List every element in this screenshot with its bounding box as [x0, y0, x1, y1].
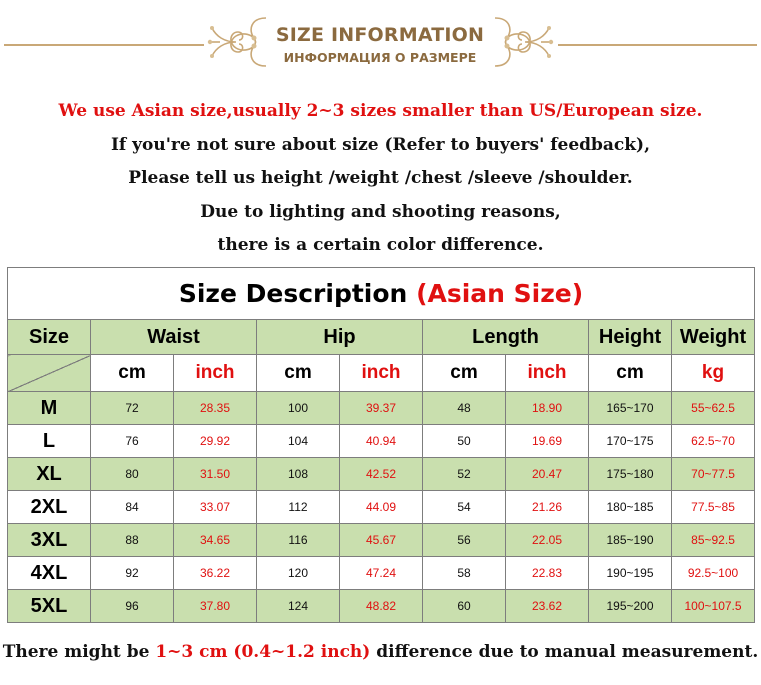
length-cm-cell: 56 — [423, 524, 506, 557]
waist-inch-cell: 36.22 — [174, 557, 257, 590]
length-cm-cell: 50 — [423, 425, 506, 458]
length-cm-cell: 54 — [423, 491, 506, 524]
unit-waist-cm: cm — [91, 355, 174, 392]
size-notes — [0, 96, 761, 264]
waist-inch-cell: 29.92 — [174, 425, 257, 458]
table-row — [8, 491, 755, 524]
note-asian-size: We use Asian size,usually 2~3 sizes smaller than US/European size. — [58, 101, 703, 121]
hip-cm-cell: 112 — [257, 491, 340, 524]
hip-cm-cell: 100 — [257, 392, 340, 425]
waist-cm-cell: 96 — [91, 590, 174, 623]
waist-inch-cell: 37.80 — [174, 590, 257, 623]
filigree-ornament-icon — [491, 8, 555, 76]
waist-cm-cell: 76 — [91, 425, 174, 458]
table-title — [8, 268, 755, 320]
hip-inch-cell: 42.52 — [340, 458, 423, 491]
diagonal-corner-cell — [8, 355, 91, 392]
length-inch-cell: 18.90 — [506, 392, 589, 425]
header-size: Size — [8, 320, 91, 355]
footnote-prefix: There might be — [2, 642, 156, 662]
length-inch-cell: 22.05 — [506, 524, 589, 557]
footnote-highlight: 1~3 cm (0.4~1.2 inch) — [155, 642, 371, 662]
table-title-highlight: (Asian Size) — [416, 279, 584, 308]
table-title-row — [8, 268, 755, 320]
height-cell: 195~200 — [589, 590, 672, 623]
size-information-banner — [0, 0, 761, 90]
waist-cm-cell: 84 — [91, 491, 174, 524]
size-chart-table — [7, 267, 755, 623]
hip-cm-cell: 124 — [257, 590, 340, 623]
length-inch-cell: 20.47 — [506, 458, 589, 491]
height-cell: 180~185 — [589, 491, 672, 524]
size-cell: L — [8, 425, 91, 458]
waist-cm-cell: 88 — [91, 524, 174, 557]
weight-cell: 77.5~85 — [672, 491, 755, 524]
weight-cell: 62.5~70 — [672, 425, 755, 458]
weight-cell: 55~62.5 — [672, 392, 755, 425]
header-height: Height — [589, 320, 672, 355]
waist-inch-cell: 34.65 — [174, 524, 257, 557]
length-cm-cell: 58 — [423, 557, 506, 590]
measurement-footnote — [0, 642, 761, 662]
length-inch-cell: 22.83 — [506, 557, 589, 590]
size-cell: 2XL — [8, 491, 91, 524]
note-tell-measurements: Please tell us height /weight /chest /sleeve /shoulder. — [128, 168, 633, 188]
size-cell: 3XL — [8, 524, 91, 557]
length-inch-cell: 23.62 — [506, 590, 589, 623]
height-cell: 175~180 — [589, 458, 672, 491]
waist-cm-cell: 80 — [91, 458, 174, 491]
weight-cell: 100~107.5 — [672, 590, 755, 623]
size-rows — [8, 392, 755, 623]
length-inch-cell: 19.69 — [506, 425, 589, 458]
hip-cm-cell: 104 — [257, 425, 340, 458]
height-cell: 185~190 — [589, 524, 672, 557]
unit-height-cm: cm — [589, 355, 672, 392]
unit-length-cm: cm — [423, 355, 506, 392]
table-unit-row — [8, 355, 755, 392]
length-cm-cell: 60 — [423, 590, 506, 623]
size-cell: M — [8, 392, 91, 425]
banner-divider-left — [4, 44, 204, 46]
waist-inch-cell: 31.50 — [174, 458, 257, 491]
weight-cell: 85~92.5 — [672, 524, 755, 557]
unit-waist-inch: inch — [174, 355, 257, 392]
table-title-main: Size Description — [178, 279, 408, 308]
note-refer-feedback: If you're not sure about size (Refer to buyers' feedback), — [110, 134, 651, 155]
table-row — [8, 524, 755, 557]
waist-inch-cell: 28.35 — [174, 392, 257, 425]
weight-cell: 70~77.5 — [672, 458, 755, 491]
footnote-suffix: difference due to manual measurement. — [370, 642, 759, 662]
note-color-difference: there is a certain color difference. — [217, 235, 544, 255]
hip-inch-cell: 45.67 — [340, 524, 423, 557]
header-length: Length — [423, 320, 589, 355]
hip-cm-cell: 108 — [257, 458, 340, 491]
weight-cell: 92.5~100 — [672, 557, 755, 590]
header-hip: Hip — [257, 320, 423, 355]
hip-inch-cell: 40.94 — [340, 425, 423, 458]
banner-title-english: SIZE INFORMATION — [275, 24, 485, 46]
hip-inch-cell: 47.24 — [340, 557, 423, 590]
header-weight: Weight — [672, 320, 755, 355]
height-cell: 190~195 — [589, 557, 672, 590]
height-cell: 165~170 — [589, 392, 672, 425]
hip-inch-cell: 39.37 — [340, 392, 423, 425]
waist-cm-cell: 72 — [91, 392, 174, 425]
size-cell: 4XL — [8, 557, 91, 590]
filigree-ornament-icon — [206, 8, 270, 76]
unit-hip-inch: inch — [340, 355, 423, 392]
table-row — [8, 590, 755, 623]
height-cell: 170~175 — [589, 425, 672, 458]
hip-cm-cell: 120 — [257, 557, 340, 590]
unit-weight-kg: kg — [672, 355, 755, 392]
length-cm-cell: 52 — [423, 458, 506, 491]
unit-hip-cm: cm — [257, 355, 340, 392]
size-cell: XL — [8, 458, 91, 491]
hip-inch-cell: 44.09 — [340, 491, 423, 524]
unit-length-inch: inch — [506, 355, 589, 392]
hip-inch-cell: 48.82 — [340, 590, 423, 623]
banner-title-russian: ИНФОРМАЦИЯ О РАЗМЕРЕ — [283, 50, 477, 65]
length-inch-cell: 21.26 — [506, 491, 589, 524]
table-header-row — [8, 320, 755, 355]
waist-inch-cell: 33.07 — [174, 491, 257, 524]
table-row — [8, 392, 755, 425]
length-cm-cell: 48 — [423, 392, 506, 425]
header-waist: Waist — [91, 320, 257, 355]
waist-cm-cell: 92 — [91, 557, 174, 590]
note-lighting: Due to lighting and shooting reasons, — [200, 201, 561, 222]
size-cell: 5XL — [8, 590, 91, 623]
banner-divider-right — [558, 44, 757, 46]
table-row — [8, 458, 755, 491]
table-row — [8, 425, 755, 458]
hip-cm-cell: 116 — [257, 524, 340, 557]
table-row — [8, 557, 755, 590]
